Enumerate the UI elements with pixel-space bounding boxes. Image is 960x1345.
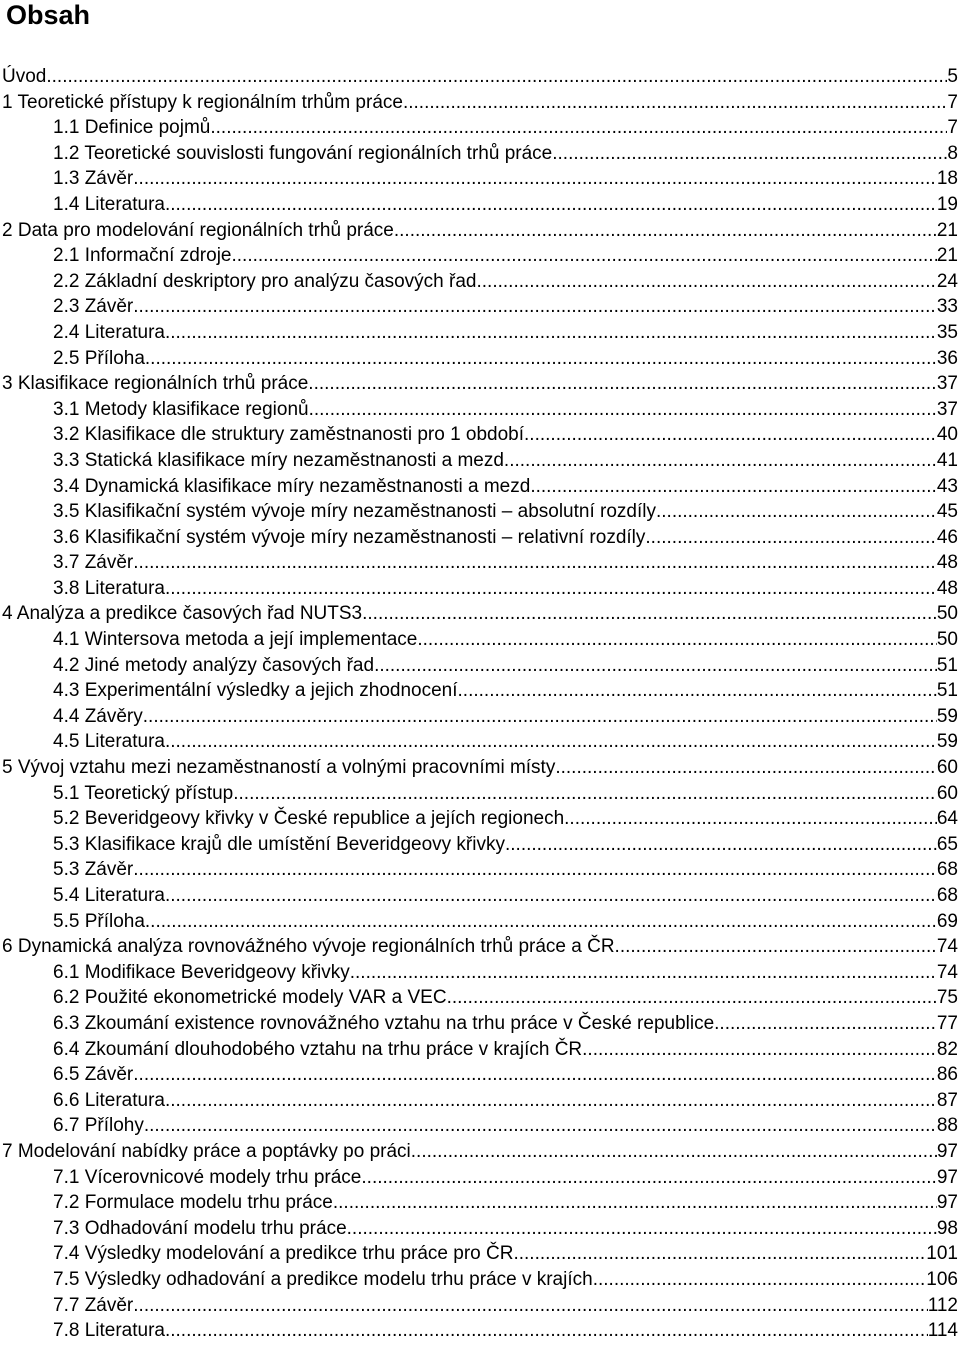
toc-entry[interactable] bbox=[0, 678, 960, 704]
toc-dot-leader bbox=[513, 1241, 926, 1267]
toc-entry-title: 7.7 Závěr bbox=[53, 1294, 134, 1316]
toc-entry-page-number: 86 bbox=[936, 1064, 958, 1086]
toc-entry-title: 3 Klasifikace regionálních trhů práce bbox=[2, 373, 309, 395]
toc-dot-leader bbox=[403, 90, 947, 116]
toc-dot-leader bbox=[133, 294, 937, 320]
toc-dot-leader bbox=[504, 448, 937, 474]
toc-entry-page-number: 59 bbox=[936, 731, 958, 753]
toc-entry-title: 4.3 Experimentální výsledky a jejich zhodnocení bbox=[53, 680, 458, 702]
toc-entry-title: 3.5 Klasifikační systém vývoje míry nezaměstnanosti – absolutní rozdíly bbox=[53, 501, 656, 523]
toc-entry-title: 6.7 Přílohy bbox=[53, 1115, 144, 1137]
toc-entry-page-number: 43 bbox=[936, 475, 958, 497]
toc-entry[interactable] bbox=[0, 601, 960, 627]
toc-entry-title: 1.4 Literatura bbox=[53, 193, 165, 215]
toc-entry-page-number: 33 bbox=[936, 296, 958, 318]
toc-entry[interactable] bbox=[0, 525, 960, 551]
toc-dot-leader bbox=[350, 960, 937, 986]
toc-dot-leader bbox=[394, 218, 937, 244]
toc-entry[interactable] bbox=[0, 704, 960, 730]
toc-entry-title: 1.3 Závěr bbox=[53, 168, 134, 190]
toc-dot-leader bbox=[555, 755, 937, 781]
toc-entry[interactable] bbox=[0, 985, 960, 1011]
toc-entry-title: 6.4 Zkoumání dlouhodobého vztahu na trhu práce v krajích ČR bbox=[53, 1038, 583, 1060]
toc-dot-leader bbox=[333, 1190, 937, 1216]
toc-dot-leader bbox=[308, 371, 937, 397]
toc-entry-page-number: 19 bbox=[936, 193, 958, 215]
toc-entry-page-number: 37 bbox=[936, 373, 958, 395]
toc-entry-title: 6.3 Zkoumání existence rovnovážného vztahu na trhu práce v České republice bbox=[53, 1012, 715, 1034]
toc-entry-page-number: 74 bbox=[936, 961, 958, 983]
toc-entry-page-number: 97 bbox=[936, 1166, 958, 1188]
toc-entry[interactable] bbox=[0, 218, 960, 244]
toc-entry-title: 5 Vývoj vztahu mezi nezaměstnaností a volnými pracovními místy bbox=[2, 757, 556, 779]
toc-dot-leader bbox=[564, 806, 937, 832]
toc-entry-title: 2.5 Příloha bbox=[53, 347, 145, 369]
toc-entry[interactable] bbox=[0, 550, 960, 576]
toc-entry[interactable] bbox=[0, 576, 960, 602]
toc-dot-leader bbox=[233, 781, 937, 807]
toc-entry-page-number: 35 bbox=[936, 321, 958, 343]
toc-entry[interactable] bbox=[0, 192, 960, 218]
toc-entry-title: 7.4 Výsledky modelování a predikce trhu práce pro ČR bbox=[53, 1243, 514, 1265]
toc-entry-page-number: 50 bbox=[936, 603, 958, 625]
toc-entry[interactable] bbox=[0, 346, 960, 372]
toc-entry-page-number: 51 bbox=[936, 654, 958, 676]
toc-entry[interactable] bbox=[0, 269, 960, 295]
toc-entry-title: 7.2 Formulace modelu trhu práce bbox=[53, 1192, 333, 1214]
toc-entry-page-number: 45 bbox=[936, 501, 958, 523]
toc-entry-page-number: 68 bbox=[936, 859, 958, 881]
toc-entry-page-number: 98 bbox=[936, 1217, 958, 1239]
toc-dot-leader bbox=[133, 1293, 927, 1319]
toc-dot-leader bbox=[656, 499, 937, 525]
toc-entry-title: 7 Modelování nabídky práce a poptávky po práci bbox=[2, 1140, 411, 1162]
toc-entry-title: 7.8 Literatura bbox=[53, 1320, 165, 1342]
toc-entry[interactable] bbox=[0, 1267, 960, 1293]
toc-entry-page-number: 7 bbox=[947, 91, 958, 113]
toc-entry-page-number: 82 bbox=[936, 1038, 958, 1060]
toc-entry-page-number: 5 bbox=[947, 66, 958, 87]
toc-entry-title: 2.3 Závěr bbox=[53, 296, 134, 318]
toc-entry-title: 4.5 Literatura bbox=[53, 731, 165, 753]
toc-entry[interactable] bbox=[0, 422, 960, 448]
toc-dot-leader bbox=[411, 1139, 937, 1165]
toc-dot-leader bbox=[165, 192, 937, 218]
toc-entry[interactable] bbox=[0, 294, 960, 320]
toc-dot-leader bbox=[477, 269, 937, 295]
toc-entry-page-number: 48 bbox=[936, 552, 958, 574]
toc-dot-leader bbox=[144, 1113, 937, 1139]
toc-entry-page-number: 65 bbox=[936, 833, 958, 855]
toc-entry-page-number: 87 bbox=[936, 1089, 958, 1111]
toc-entry-title: 5.3 Klasifikace krajů dle umístění Beveridgeovy křivky bbox=[53, 833, 505, 855]
toc-entry-title: 5.5 Příloha bbox=[53, 910, 145, 932]
toc-entry-title: 3.7 Závěr bbox=[53, 552, 134, 574]
toc-dot-leader bbox=[165, 1318, 928, 1344]
toc-entry-page-number: 74 bbox=[936, 936, 958, 958]
toc-dot-leader bbox=[143, 704, 937, 730]
toc-entry-title: 3.6 Klasifikační systém vývoje míry nezaměstnanosti – relativní rozdíly bbox=[53, 526, 646, 548]
toc-dot-leader bbox=[361, 1165, 936, 1191]
toc-entry-page-number: 59 bbox=[936, 705, 958, 727]
toc-entry[interactable] bbox=[0, 729, 960, 755]
toc-entry-title: 2.1 Informační zdroje bbox=[53, 245, 232, 267]
toc-entry[interactable] bbox=[0, 1165, 960, 1191]
toc-dot-leader bbox=[145, 909, 937, 935]
toc-entry[interactable] bbox=[0, 934, 960, 960]
toc-entry-page-number: 77 bbox=[936, 1012, 958, 1034]
toc-entry[interactable] bbox=[0, 499, 960, 525]
toc-entry[interactable] bbox=[0, 1088, 960, 1114]
toc-entry[interactable] bbox=[0, 857, 960, 883]
toc-dot-leader bbox=[524, 422, 937, 448]
toc-entry-page-number: 51 bbox=[936, 680, 958, 702]
toc-entry-title: 4.4 Závěry bbox=[53, 705, 143, 727]
toc-entry-page-number: 68 bbox=[936, 885, 958, 906]
toc-dot-leader bbox=[165, 729, 937, 755]
toc-dot-leader bbox=[309, 397, 937, 423]
toc-dot-leader bbox=[347, 1216, 937, 1242]
toc-entry-page-number: 40 bbox=[936, 424, 958, 446]
toc-entry[interactable] bbox=[0, 474, 960, 500]
toc-entry-title: 5.1 Teoretický přístup bbox=[53, 782, 234, 804]
toc-entry-page-number: 69 bbox=[936, 910, 958, 932]
toc-entry-page-number: 50 bbox=[936, 629, 958, 651]
toc-entry-page-number: 88 bbox=[936, 1115, 958, 1137]
toc-entry[interactable] bbox=[0, 397, 960, 423]
toc-entry-title: 4.1 Wintersova metoda a její implementace bbox=[53, 629, 418, 651]
page-title: Obsah bbox=[6, 0, 91, 30]
toc-entry-title: 7.3 Odhadování modelu trhu práce bbox=[53, 1217, 347, 1239]
toc-entry-page-number: 60 bbox=[936, 757, 958, 779]
toc-dot-leader bbox=[374, 653, 937, 679]
toc-entry-title: 7.1 Vícerovnicové modely trhu práce bbox=[53, 1166, 362, 1188]
toc-dot-leader bbox=[593, 1267, 927, 1293]
toc-entry-title: 4.2 Jiné metody analýzy časových řad bbox=[53, 654, 375, 676]
toc-entry-page-number: 36 bbox=[936, 347, 958, 369]
toc-dot-leader bbox=[458, 678, 937, 704]
toc-entry-title: 2 Data pro modelování regionálních trhů práce bbox=[2, 219, 394, 241]
toc-entry-page-number: 60 bbox=[936, 782, 958, 804]
toc-dot-leader bbox=[165, 883, 937, 909]
toc-entry[interactable] bbox=[0, 141, 960, 167]
toc-dot-leader bbox=[505, 832, 937, 858]
toc-dot-leader bbox=[46, 64, 947, 90]
toc-entry-title: 3.1 Metody klasifikace regionů bbox=[53, 398, 309, 420]
toc-entry[interactable] bbox=[0, 883, 960, 909]
toc-entry[interactable] bbox=[0, 653, 960, 679]
toc-dot-leader bbox=[210, 115, 947, 141]
toc-entry[interactable] bbox=[0, 448, 960, 474]
toc-entry[interactable] bbox=[0, 1113, 960, 1139]
toc-entry[interactable] bbox=[0, 1241, 960, 1267]
toc-entry-page-number: 114 bbox=[927, 1320, 958, 1342]
toc-entry-page-number: 97 bbox=[936, 1192, 958, 1214]
toc-entry-title: 5.2 Beveridgeovy křivky v České republice a jejích regionech bbox=[53, 808, 565, 830]
toc-entry[interactable] bbox=[0, 1216, 960, 1242]
toc-entry-title: 6.6 Literatura bbox=[53, 1089, 165, 1111]
toc-entry-page-number: 21 bbox=[936, 245, 958, 267]
toc-entry-page-number: 101 bbox=[926, 1243, 958, 1265]
toc-entry[interactable] bbox=[0, 1139, 960, 1165]
toc-entry-page-number: 97 bbox=[936, 1140, 958, 1162]
toc-entry[interactable] bbox=[0, 1190, 960, 1216]
toc-entry[interactable] bbox=[0, 755, 960, 781]
toc-entry-page-number: 8 bbox=[947, 142, 958, 164]
toc-entry[interactable] bbox=[0, 909, 960, 935]
toc-entry-title: 2.4 Literatura bbox=[53, 321, 165, 343]
toc-entry[interactable] bbox=[0, 806, 960, 832]
toc-entry-title: 1.1 Definice pojmů bbox=[53, 117, 211, 139]
toc-entry-title: 5.4 Literatura bbox=[53, 885, 165, 906]
toc-entry-title: 1.2 Teoretické souvislosti fungování regionálních trhů práce bbox=[53, 142, 553, 164]
toc-dot-leader bbox=[231, 243, 936, 269]
toc-entry-page-number: 46 bbox=[936, 526, 958, 548]
toc-entry[interactable] bbox=[0, 371, 960, 397]
toc-dot-leader bbox=[362, 601, 937, 627]
table-of-contents bbox=[0, 64, 960, 1344]
toc-dot-leader bbox=[645, 525, 936, 551]
toc-entry-title: 3.8 Literatura bbox=[53, 577, 165, 599]
toc-entry[interactable] bbox=[0, 1062, 960, 1088]
toc-entry[interactable] bbox=[0, 1011, 960, 1037]
toc-entry-page-number: 18 bbox=[936, 168, 958, 190]
toc-entry-page-number: 112 bbox=[927, 1294, 958, 1316]
toc-entry-title: 1 Teoretické přístupy k regionálním trhům práce bbox=[2, 91, 403, 113]
toc-dot-leader bbox=[165, 576, 937, 602]
toc-entry[interactable] bbox=[0, 1037, 960, 1063]
toc-entry[interactable] bbox=[0, 781, 960, 807]
toc-dot-leader bbox=[133, 857, 937, 883]
toc-entry[interactable] bbox=[0, 320, 960, 346]
toc-entry-title: 6 Dynamická analýza rovnovážného vývoje regionálních trhů práce a ČR bbox=[2, 936, 615, 958]
toc-entry-title: 2.2 Základní deskriptory pro analýzu časových řad bbox=[53, 270, 477, 292]
toc-entry-title: Úvod bbox=[2, 66, 47, 87]
toc-entry-page-number: 7 bbox=[947, 117, 958, 139]
toc-dot-leader bbox=[133, 166, 937, 192]
toc-entry[interactable] bbox=[0, 1293, 960, 1319]
toc-dot-leader bbox=[165, 1088, 937, 1114]
toc-entry-page-number: 106 bbox=[926, 1268, 958, 1290]
toc-entry[interactable] bbox=[0, 627, 960, 653]
toc-entry[interactable] bbox=[0, 832, 960, 858]
toc-entry-title: 3.3 Statická klasifikace míry nezaměstnanosti a mezd bbox=[53, 449, 504, 471]
toc-dot-leader bbox=[145, 346, 937, 372]
toc-dot-leader bbox=[615, 934, 937, 960]
toc-dot-leader bbox=[165, 320, 937, 346]
toc-entry-title: 6.1 Modifikace Beveridgeovy křivky bbox=[53, 961, 350, 983]
toc-entry-title: 3.2 Klasifikace dle struktury zaměstnanosti pro 1 období bbox=[53, 424, 525, 446]
toc-entry-page-number: 41 bbox=[936, 449, 958, 471]
toc-entry-title: 4 Analýza a predikce časových řad NUTS3 bbox=[2, 603, 363, 625]
toc-entry-title: 5.3 Závěr bbox=[53, 859, 134, 881]
toc-entry-page-number: 37 bbox=[936, 398, 958, 420]
toc-dot-leader bbox=[133, 1062, 937, 1088]
toc-entry[interactable] bbox=[0, 1318, 960, 1344]
toc-entry-page-number: 21 bbox=[936, 219, 958, 241]
toc-entry[interactable] bbox=[0, 115, 960, 141]
toc-entry[interactable] bbox=[0, 166, 960, 192]
toc-entry[interactable] bbox=[0, 64, 960, 90]
toc-entry[interactable] bbox=[0, 243, 960, 269]
toc-entry[interactable] bbox=[0, 90, 960, 116]
toc-entry-page-number: 48 bbox=[936, 577, 958, 599]
toc-entry-title: 6.5 Závěr bbox=[53, 1064, 134, 1086]
toc-dot-leader bbox=[552, 141, 947, 167]
toc-entry-title: 6.2 Použité ekonometrické modely VAR a VEC bbox=[53, 987, 447, 1009]
toc-dot-leader bbox=[530, 474, 937, 500]
toc-dot-leader bbox=[582, 1037, 937, 1063]
toc-dot-leader bbox=[714, 1011, 937, 1037]
toc-entry-title: 3.4 Dynamická klasifikace míry nezaměstnanosti a mezd bbox=[53, 475, 531, 497]
toc-entry-page-number: 75 bbox=[936, 987, 958, 1009]
toc-entry[interactable] bbox=[0, 960, 960, 986]
toc-entry-page-number: 24 bbox=[936, 270, 958, 292]
toc-dot-leader bbox=[417, 627, 937, 653]
toc-entry-page-number: 64 bbox=[936, 808, 958, 830]
toc-dot-leader bbox=[133, 550, 937, 576]
toc-dot-leader bbox=[447, 985, 937, 1011]
toc-entry-title: 7.5 Výsledky odhadování a predikce modelu trhu práce v krajích bbox=[53, 1268, 593, 1290]
